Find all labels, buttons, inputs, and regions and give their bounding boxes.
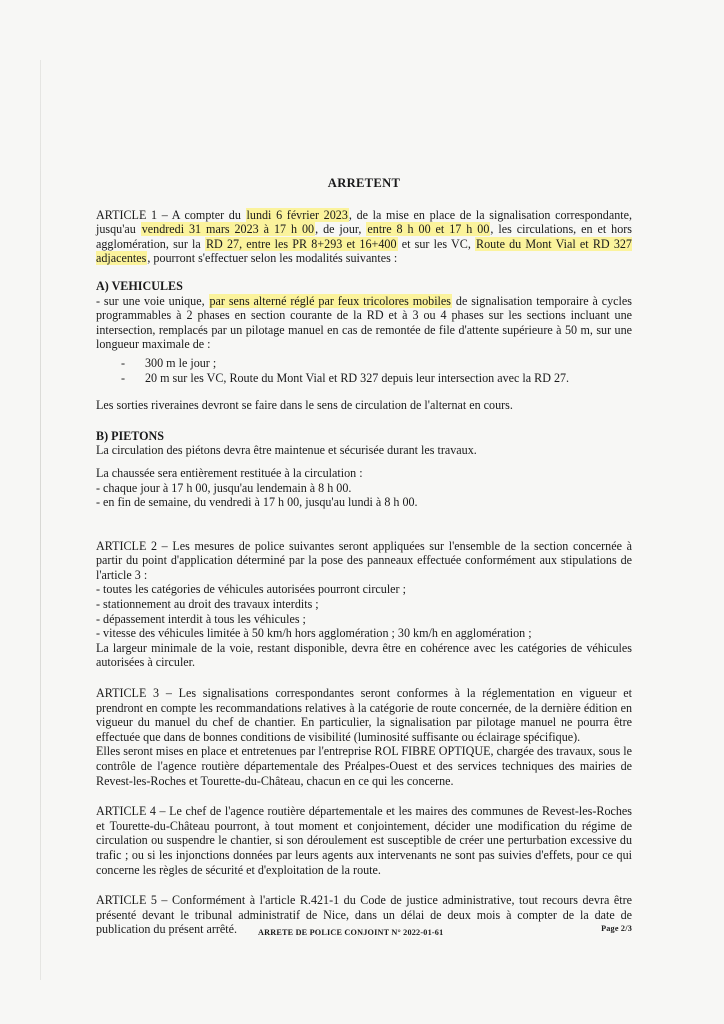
article-5-paragraph: ARTICLE 5 – Conformément à l'article R.421-1 du Code de justice administrative, tout recours devra être présenté devant le tribunal administratif de Nice, dans un délai de deux mois à compter de la date de publication du présent arrêté. xyxy=(96,893,632,937)
highlight-hours: entre 8 h 00 et 17 h 00 xyxy=(367,222,490,237)
article-3-paragraph: ARTICLE 3 – Les signalisations correspondantes seront conformes à la réglementation en vigueur et prendront en compte les recommandations relatives à la catégorie de route concernée, de la dernière édition en vigueur du manuel du chef de chantier. En particulier, la signalisation par pilotage manuel ne pourra être effectuée que dans de bonnes conditions de visibilité (luminosité suffisante ou éclairage spécifique). xyxy=(96,686,632,744)
pietons-paragraph: La circulation des piétons devra être maintenue et sécurisée durant les travaux. xyxy=(96,443,477,458)
vehicules-text: de signalisation temporaire à cycles programmables à 2 phases en section courante de la RD et à 3 ou 4 phases sur les sections incluant une intersection, remplacés par un pilotage manuel en cas de remontée de file d'attente supérieure à 50 m, sur une longueur maximale de : xyxy=(96,293,632,352)
article-1-text: et sur les VC, xyxy=(397,236,476,251)
article-1-text: , de jour, xyxy=(315,222,367,237)
riveraines-paragraph: Les sorties riveraines devront se faire dans le sens de circulation de l'alternat en cours. xyxy=(96,398,513,413)
highlight-end-date: vendredi 31 mars 2023 à 17 h 00 xyxy=(141,222,315,237)
article-1-text: , pourront s'effectuer selon les modalités suivantes : xyxy=(147,251,398,266)
list-item: - dépassement interdit à tous les véhicules ; xyxy=(96,611,306,626)
restitution-weekend: - en fin de semaine, du vendredi à 17 h 00, jusqu'au lundi à 8 h 00. xyxy=(96,495,418,510)
article-2-intro: ARTICLE 2 – Les mesures de police suivantes seront appliquées sur l'ensemble de la section concernée à partir du point d'application déterminé par la pose des panneaux effectuée conformément aux stipulations de l'article 3 : xyxy=(96,538,632,582)
highlight-vc-roads: Route du Mont Vial et RD 327 adjacentes xyxy=(96,236,632,266)
chaussee-paragraph: La chaussée sera entièrement restituée à la circulation : xyxy=(96,465,363,480)
article-2-largeur: La largeur minimale de la voie, restant disponible, devra être en cohérence avec les catégories de véhicules autorisées à circuler. xyxy=(96,640,632,670)
list-item: - 300 m le jour ; xyxy=(121,356,632,371)
list-item: - toutes les catégories de véhicules autorisées pourront circuler ; xyxy=(96,582,406,597)
pietons-heading: B) PIETONS xyxy=(96,428,164,443)
restitution-daily: - chaque jour à 17 h 00, jusqu'au lendemain à 8 h 00. xyxy=(96,480,352,495)
section-title: ARRETENT xyxy=(327,176,401,190)
length-list xyxy=(96,356,632,385)
page-number: Page 2/3 xyxy=(601,924,632,933)
list-item: - 20 m sur les VC, Route du Mont Vial et RD 327 depuis leur intersection avec la RD 27. xyxy=(121,371,632,386)
highlight-start-date: lundi 6 février 2023 xyxy=(246,207,348,222)
article-3-paragraph: Elles seront mises en place et entretenues par l'entreprise ROL FIBRE OPTIQUE, chargée des travaux, sous le contrôle de l'agence routière départementale des Préalpes-Ouest et des services techniques des mairies de Revest-les-Roches et Tourette-du-Château, chacun en ce qui les concerne. xyxy=(96,744,632,788)
highlight-alternat: par sens alterné réglé par feux tricolores mobiles xyxy=(209,293,451,308)
vehicules-heading: A) VEHICULES xyxy=(96,278,183,293)
article-4-paragraph: ARTICLE 4 – Le chef de l'agence routière départementale et les maires des communes de Revest-les-Roches et Tourette-du-Château pourront, à tout moment et conjointement, décider une modification du régime de circulation ou suspendre le chantier, si son déroulement est susceptible de créer une perturbation excessive du trafic ; ou si les injonctions données par leurs agents aux intervenants ne sont pas suivies d'effets, pour ce qui concerne les règles de sécurité et d'exploitation de la route. xyxy=(96,804,632,877)
article-1 xyxy=(96,208,632,266)
vehicules-paragraph xyxy=(96,294,632,352)
article-1-text: ARTICLE 1 – A compter du xyxy=(96,207,246,222)
list-item: - vitesse des véhicules limitée à 50 km/h hors agglomération ; 30 km/h en agglomération ; xyxy=(96,626,532,641)
decree-reference: ARRETE DE POLICE CONJOINT N° 2022-01-61 xyxy=(258,928,444,937)
list-item: - stationnement au droit des travaux interdits ; xyxy=(96,597,319,612)
vehicules-text: - sur une voie unique, xyxy=(96,293,209,308)
document-body xyxy=(96,176,632,937)
scan-edge-line xyxy=(40,60,41,980)
highlight-road-section: RD 27, entre les PR 8+293 et 16+400 xyxy=(205,236,397,251)
article-1-text: , de la mise en place de la signalisation correspondante, jusqu'au xyxy=(96,207,632,237)
article-1-text: , les circulations, en et hors agglomération, sur la xyxy=(96,222,632,251)
